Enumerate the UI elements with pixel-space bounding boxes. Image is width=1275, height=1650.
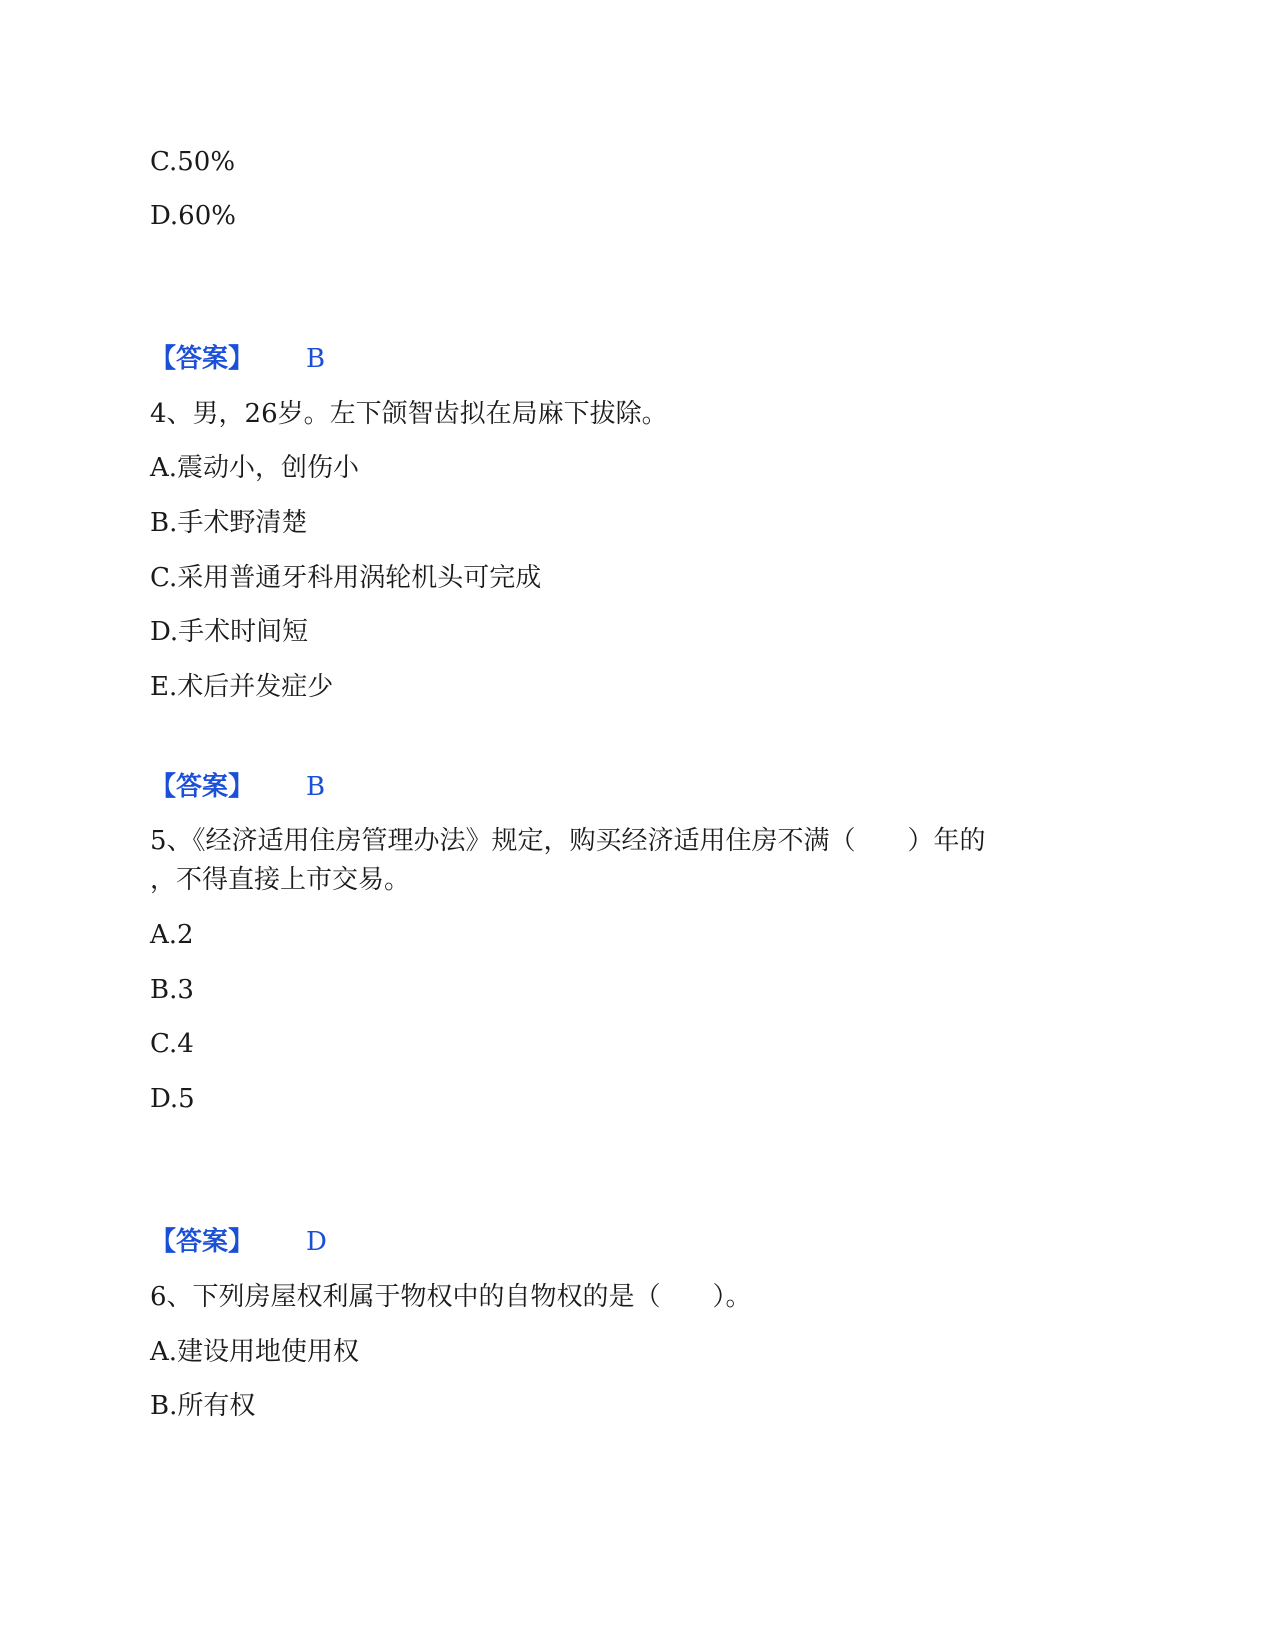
answer-letter: D [306, 1227, 327, 1257]
q3-answer [150, 343, 325, 375]
q4-option-c: C.采用普通牙科用涡轮机头可完成 [150, 563, 542, 593]
answer-tag: 【答案】 [150, 344, 255, 374]
q5-option-a: A.2 [150, 920, 194, 950]
q5-option-c: C.4 [150, 1029, 194, 1059]
q4-option-d: D.手术时间短 [150, 617, 309, 647]
q4-stem: 4、男，26岁。左下颌智齿拟在局麻下拔除。 [150, 399, 668, 429]
q4-option-a: A.震动小，创伤小 [150, 453, 360, 483]
q4-answer [150, 771, 325, 803]
q5-stem-line2: ，不得直接上市交易。 [150, 865, 411, 895]
answer-letter: B [306, 772, 326, 802]
q6-option-a: A.建设用地使用权 [150, 1337, 360, 1367]
q5-answer [150, 1226, 327, 1258]
answer-tag: 【答案】 [150, 772, 255, 802]
q3-option-c: C.50% [150, 147, 236, 177]
q3-option-d: D.60% [150, 201, 236, 231]
q6-stem: 6、下列房屋权利属于物权中的自物权的是（ ）。 [150, 1282, 752, 1312]
answer-letter: B [306, 344, 326, 374]
q5-option-d: D.5 [150, 1084, 195, 1114]
q5-option-b: B.3 [150, 975, 194, 1005]
answer-tag: 【答案】 [150, 1227, 255, 1257]
q4-option-e: E.术后并发症少 [150, 672, 334, 702]
q6-option-b: B.所有权 [150, 1391, 256, 1421]
q4-option-b: B.手术野清楚 [150, 508, 308, 538]
q5-stem-line1: 5、《经济适用住房管理办法》规定，购买经济适用住房不满（ ）年的 [150, 826, 986, 856]
